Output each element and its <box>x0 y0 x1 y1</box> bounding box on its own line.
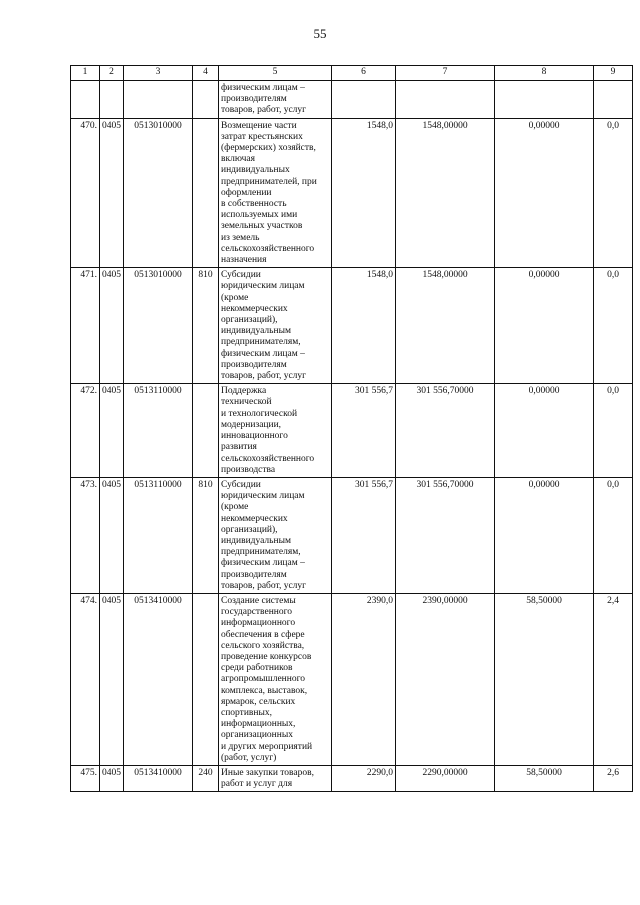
value-col8 <box>495 81 594 119</box>
target-code <box>124 81 193 119</box>
column-header: 4 <box>193 66 219 81</box>
item-name: Поддержка технической и технологической модернизации, инновационного развития сельскохозяйственного производства <box>219 384 332 478</box>
table-row <box>71 384 633 478</box>
column-header: 1 <box>71 66 100 81</box>
expense-type <box>193 593 219 765</box>
value-col9: 0,0 <box>594 384 633 478</box>
budget-table <box>70 65 633 792</box>
expense-type <box>193 81 219 119</box>
target-code: 0513410000 <box>124 765 193 791</box>
column-header: 8 <box>495 66 594 81</box>
section-code: 0405 <box>100 593 124 765</box>
table-row <box>71 118 633 268</box>
expense-type: 810 <box>193 477 219 593</box>
target-code: 0513110000 <box>124 477 193 593</box>
row-number: 470. <box>71 118 100 268</box>
value-col6: 2290,0 <box>332 765 396 791</box>
expense-type <box>193 384 219 478</box>
table-row <box>71 765 633 791</box>
value-col9: 0,0 <box>594 477 633 593</box>
item-name: Возмещение части затрат крестьянских (фермерских) хозяйств, включая индивидуальных предпринимателей, при оформлении в собственность используемых ими земельных участков из земель сельскохозяйственного назначения <box>219 118 332 268</box>
page-number: 55 <box>313 26 327 41</box>
row-number: 472. <box>71 384 100 478</box>
item-name: Субсидии юридическим лицам (кроме некоммерческих организаций), индивидуальным предпринимателям, физическим лицам – производителям товаров, работ, услуг <box>219 477 332 593</box>
item-name: Иные закупки товаров, работ и услуг для <box>219 765 332 791</box>
expense-type: 810 <box>193 268 219 384</box>
value-col9: 0,0 <box>594 268 633 384</box>
value-col6: 1548,0 <box>332 118 396 268</box>
column-header: 5 <box>219 66 332 81</box>
row-number: 471. <box>71 268 100 384</box>
value-col7: 1548,00000 <box>396 118 495 268</box>
column-header: 3 <box>124 66 193 81</box>
row-number <box>71 81 100 119</box>
value-col7: 2290,00000 <box>396 765 495 791</box>
value-col9: 2,4 <box>594 593 633 765</box>
item-name: физическим лицам – производителям товаров, работ, услуг <box>219 81 332 119</box>
expense-type: 240 <box>193 765 219 791</box>
value-col7: 301 556,70000 <box>396 384 495 478</box>
item-name: Создание системы государственного информационного обеспечения в сфере сельского хозяйства, проведение конкурсов среди работников агропромышленного комплекса, выставок, ярмарок, сельских спортивных, информационных, организационных и других мероприятий (работ, услуг) <box>219 593 332 765</box>
value-col8: 0,00000 <box>495 268 594 384</box>
value-col6: 1548,0 <box>332 268 396 384</box>
value-col7 <box>396 81 495 119</box>
column-header: 9 <box>594 66 633 81</box>
section-code: 0405 <box>100 477 124 593</box>
item-name: Субсидии юридическим лицам (кроме некоммерческих организаций), индивидуальным предпринимателям, физическим лицам – производителям товаров, работ, услуг <box>219 268 332 384</box>
expense-type <box>193 118 219 268</box>
column-header: 6 <box>332 66 396 81</box>
value-col7: 1548,00000 <box>396 268 495 384</box>
value-col9: 0,0 <box>594 118 633 268</box>
column-header: 7 <box>396 66 495 81</box>
value-col7: 2390,00000 <box>396 593 495 765</box>
table-row <box>71 268 633 384</box>
column-header: 2 <box>100 66 124 81</box>
target-code: 0513110000 <box>124 384 193 478</box>
row-number: 473. <box>71 477 100 593</box>
value-col6: 301 556,7 <box>332 477 396 593</box>
value-col8: 0,00000 <box>495 477 594 593</box>
section-code: 0405 <box>100 118 124 268</box>
row-number: 474. <box>71 593 100 765</box>
value-col8: 58,50000 <box>495 765 594 791</box>
value-col8: 0,00000 <box>495 384 594 478</box>
target-code: 0513010000 <box>124 268 193 384</box>
value-col7: 301 556,70000 <box>396 477 495 593</box>
value-col6: 2390,0 <box>332 593 396 765</box>
section-code: 0405 <box>100 268 124 384</box>
column-number-row <box>71 66 633 81</box>
target-code: 0513410000 <box>124 593 193 765</box>
row-number: 475. <box>71 765 100 791</box>
table-row <box>71 477 633 593</box>
value-col8: 0,00000 <box>495 118 594 268</box>
value-col6 <box>332 81 396 119</box>
value-col9 <box>594 81 633 119</box>
target-code: 0513010000 <box>124 118 193 268</box>
section-code: 0405 <box>100 384 124 478</box>
section-code: 0405 <box>100 765 124 791</box>
table-row <box>71 81 633 119</box>
table-row <box>71 593 633 765</box>
value-col6: 301 556,7 <box>332 384 396 478</box>
value-col9: 2,6 <box>594 765 633 791</box>
section-code <box>100 81 124 119</box>
value-col8: 58,50000 <box>495 593 594 765</box>
